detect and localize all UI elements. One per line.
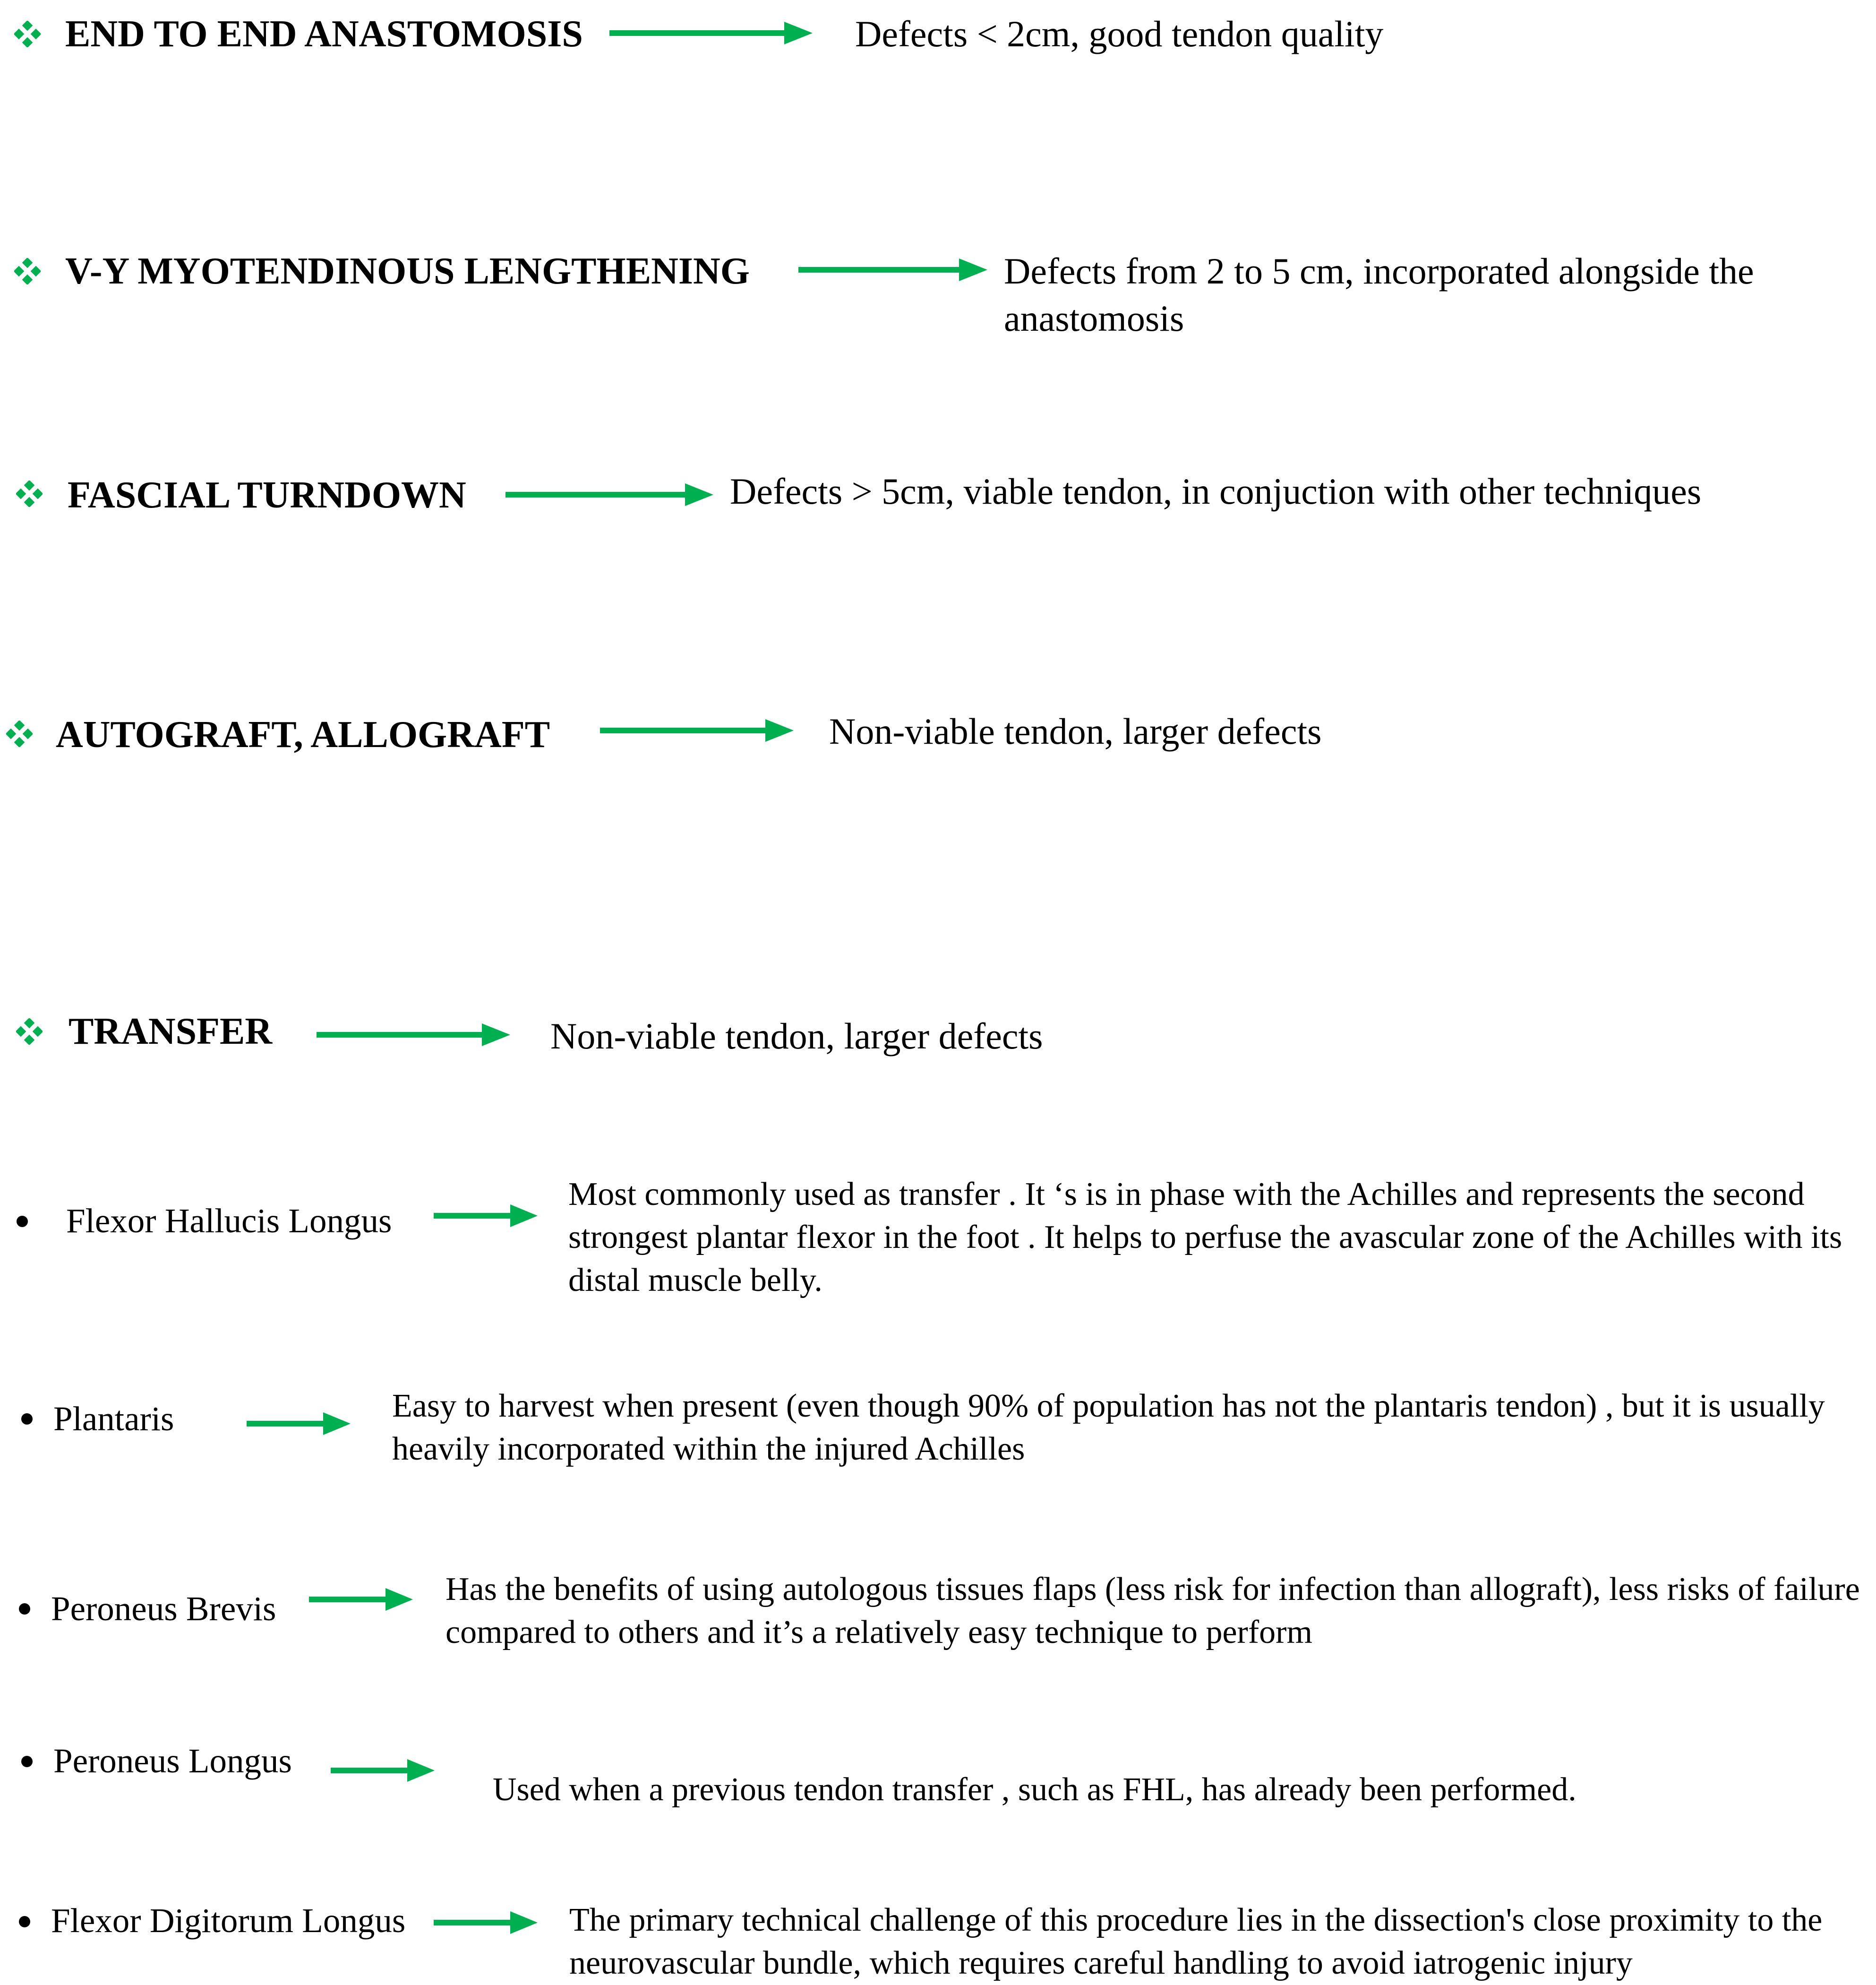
technique-name: AUTOGRAFT, ALLOGRAFT [56,714,550,756]
diamond-bullet-icon [14,21,41,47]
arrow-right-icon [434,1908,538,1937]
diamond-bullet-icon [14,258,41,284]
arrow-right-icon [609,19,813,47]
transfer-tendon-name: Plantaris [53,1400,174,1438]
technique-name: V-Y MYOTENDINOUS LENGTHENING [65,250,750,292]
transfer-tendon-name: Flexor Hallucis Longus [66,1202,392,1240]
list-bullet-icon [19,1916,30,1927]
arrow-right-icon [317,1021,510,1049]
transfer-tendon-name: Peroneus Longus [53,1742,292,1780]
arrow-right-icon [434,1202,538,1230]
arrow-right-icon [309,1585,413,1614]
technique-name: END TO END ANASTOMOSIS [65,13,583,55]
transfer-tendon-description: The primary technical challenge of this procedure lies in the dissection's close proximity to the neurovascular bundle, which requires careful handling to avoid iatrogenic injury [569,1902,1823,1981]
list-bullet-icon [17,1216,28,1227]
diamond-bullet-icon [16,1018,43,1045]
list-bullet-icon [19,1603,30,1615]
technique-indication: Non-viable tendon, larger defects [550,1015,1043,1057]
transfer-tendon-description: Most commonly used as transfer . It ‘s is in phase with the Achilles and represents the second strongest plantar flexor in the foot . It helps to perfuse the avascular zone of the Achilles with its distal muscle belly. [568,1176,1842,1298]
transfer-tendon-description: Used when a previous tendon transfer , such as FHL, has already been performed. [493,1771,1576,1808]
arrow-right-icon [331,1756,435,1785]
technique-indication: Non-viable tendon, larger defects [829,711,1322,752]
transfer-tendon-description: Has the benefits of using autologous tissues flaps (less risk for infection than allograft), less risks of failure compared to others and it’s a relatively easy technique to perform [445,1571,1860,1650]
diamond-bullet-icon [6,721,33,747]
diamond-bullet-icon [16,481,43,507]
arrow-right-icon [505,481,713,509]
arrow-right-icon [798,256,987,284]
technique-name: TRANSFER [69,1011,273,1052]
arrow-right-icon [600,716,794,745]
list-bullet-icon [21,1413,33,1425]
transfer-tendon-name: Peroneus Brevis [51,1590,276,1628]
technique-indication: Defects > 5cm, viable tendon, in conjuction with other techniques [730,471,1702,512]
transfer-tendon-description: Easy to harvest when present (even though 90% of population has not the plantaris tendon) , but it is usually heavily incorporated within the injured Achilles [392,1388,1825,1467]
technique-indication: Defects from 2 to 5 cm, incorporated alongside the anastomosis [1004,250,1754,339]
technique-indication: Defects < 2cm, good tendon quality [855,13,1384,54]
technique-name: FASCIAL TURNDOWN [68,474,466,516]
arrow-right-icon [247,1409,351,1438]
list-bullet-icon [21,1756,33,1767]
transfer-tendon-name: Flexor Digitorum Longus [51,1901,406,1940]
